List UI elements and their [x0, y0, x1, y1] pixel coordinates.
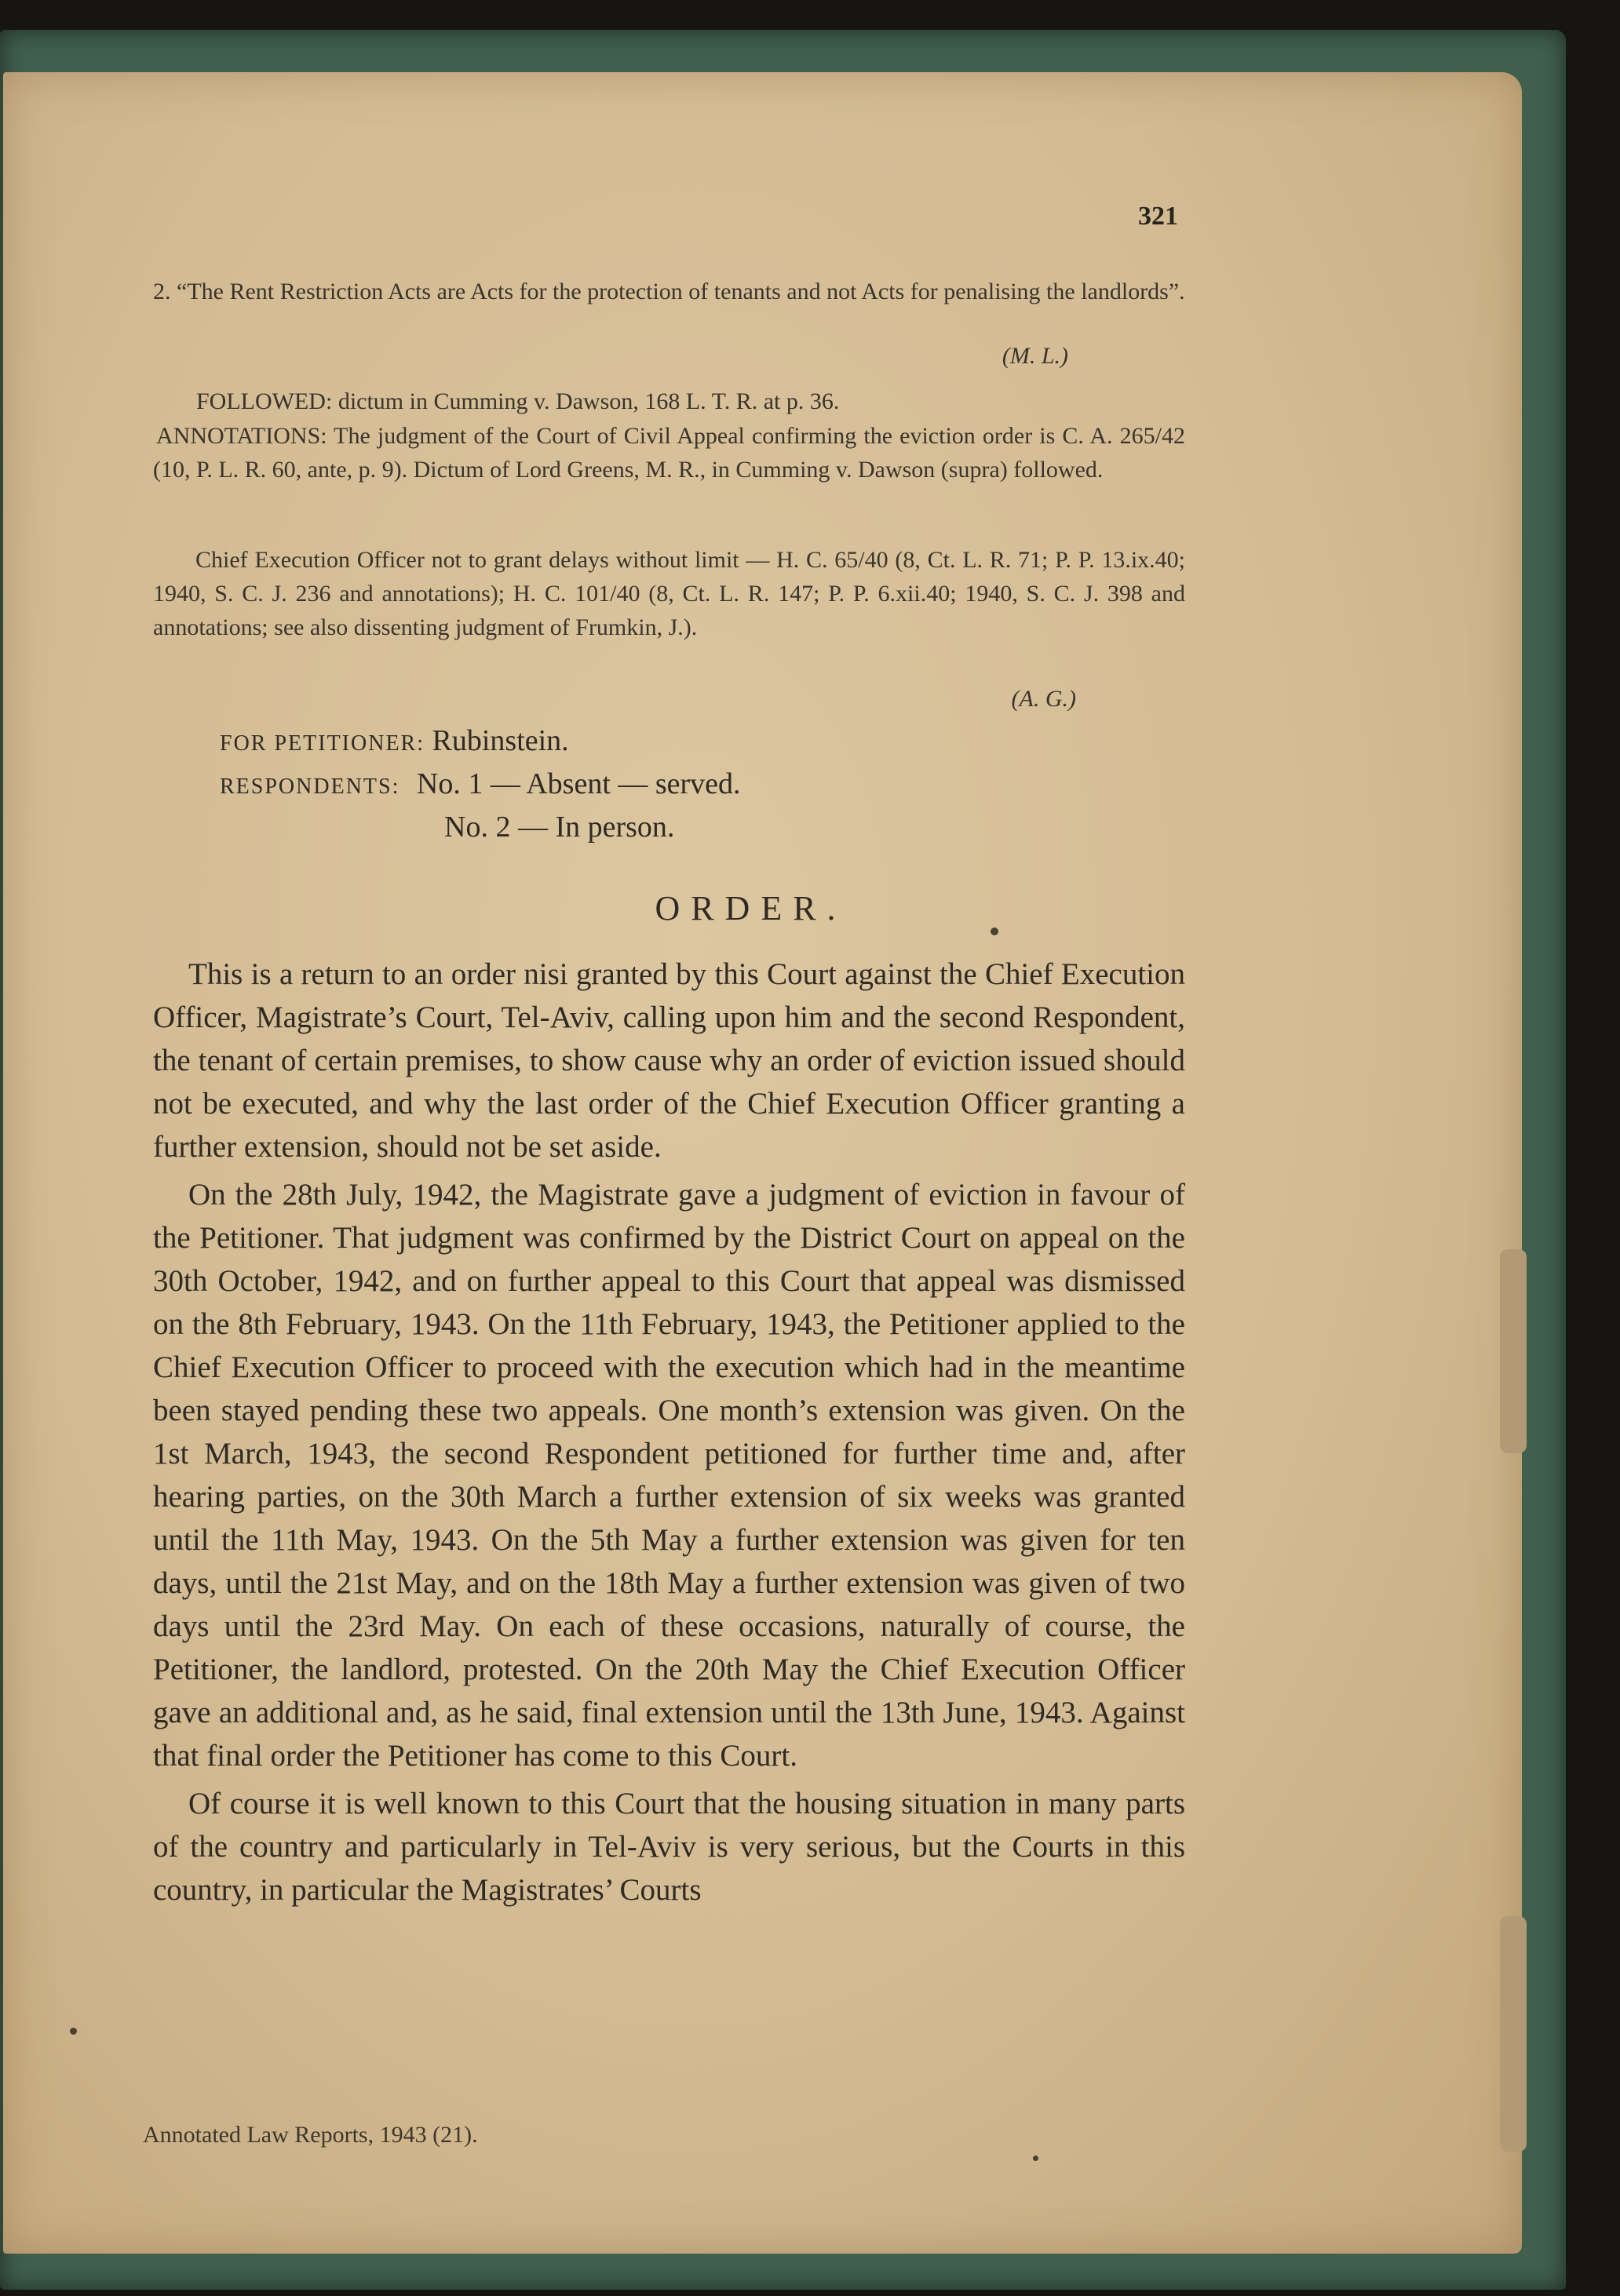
followed-line — [196, 384, 1185, 418]
order-paragraph: This is a return to an order nisi granted by this Court against the Chief Execution Officer, Magistrate’s Court, Tel-Aviv, calling upon him and the second Respondent, the tenant of certain premises, to show cause why an order of eviction issued should not be executed, and why the last order of the Chief Execution Officer granting a further extension, should not be set aside. — [153, 957, 1185, 1164]
petitioner-label: FOR PETITIONER: — [220, 731, 425, 756]
annotations-paragraph-2: Chief Execution Officer not to grant delays without limit — H. C. 65/40 (8, Ct. L. R. 71; P. P. 13.ix.40; 1940, S. C. J. 236 and annotations); H. C. 101/40 (8, Ct. L. R. 147; P. P. 6.xii.40; 1940, S. C. J. 398 and annotations; see also dissenting judgment of Frumkin, J.). — [153, 547, 1185, 640]
annotations-initials-ag: (A. G.) — [1011, 686, 1076, 712]
annotations-label: ANNOTATIONS: — [156, 423, 327, 449]
counsel-respondents — [220, 767, 741, 801]
annotations-paragraph — [153, 419, 1185, 487]
order-body — [153, 953, 1185, 1916]
respondents-label: RESPONDENTS: — [220, 774, 400, 799]
book-page — [3, 72, 1522, 2254]
page-footer: Annotated Law Reports, 1943 (21). — [143, 2122, 478, 2148]
page-number: 321 — [1138, 202, 1178, 231]
order-paragraph: On the 28th July, 1942, the Magistrate gave a judgment of eviction in favour of the Petitioner. That judgment was confirmed by the District Court on appeal on the 30th October, 1942, and on further appeal to this Court that appeal was dismissed on the 8th February, 1943. On the 11th February, 1943, the Petitioner applied to the Chief Execution Officer to proceed with the execution which had in the meantime been stayed pending these two appeals. One month’s extension was given. On the 1st March, 1943, the second Respondent petitioned for further time and, after hearing parties, on the 30th March a further extension of six weeks was granted until the 11th May, 1943. On the 5th May a further extension was given for ten days, until the 21st May, and on the 18th May a further extension was given of two days until the 23rd May. On each of these occasions, naturally of course, the Petitioner, the landlord, protested. On the 20th May the Chief Execution Officer gave an additional and, as he said, final extension until the 13th June, 1943. Against that final order the Petitioner has come to this Court. — [153, 1178, 1185, 1773]
petitioner-name: Rubinstein. — [432, 724, 569, 757]
respondent-2: No. 2 — In person. — [444, 811, 675, 844]
headnote-initials-ml: (M. L.) — [1002, 343, 1068, 369]
order-title: ORDER. — [655, 889, 847, 928]
respondent-1: No. 1 — Absent — served. — [416, 767, 741, 800]
headnote-point-2: 2. “The Rent Restriction Acts are Acts for the protection of tenants and not Acts for penalising the landlords”. — [153, 279, 1185, 304]
paper-speck — [70, 2028, 77, 2035]
followed-label: FOLLOWED: — [196, 388, 333, 414]
page-edge-wear — [1500, 1916, 1527, 2152]
counsel-petitioner — [220, 723, 569, 758]
order-paragraph: Of course it is well known to this Court that the housing situation in many parts of the country and particularly in Tel-Aviv is very serious, but the Courts in this country, in particular the Magistrates’ Courts — [153, 1787, 1185, 1907]
paper-speck — [991, 928, 998, 935]
page-edge-wear — [1500, 1249, 1527, 1453]
annotations-text: The judgment of the Court of Civil Appeal confirming the eviction order is C. A. 265/42 (10, P. L. R. 60, ante, p. 9). Dictum of Lord Greens, M. R., in Cumming v. Dawson (supra) followed. — [153, 423, 1185, 483]
paper-speck — [1033, 2156, 1038, 2161]
followed-text: dictum in Cumming v. Dawson, 168 L. T. R. at p. 36. — [338, 388, 840, 414]
